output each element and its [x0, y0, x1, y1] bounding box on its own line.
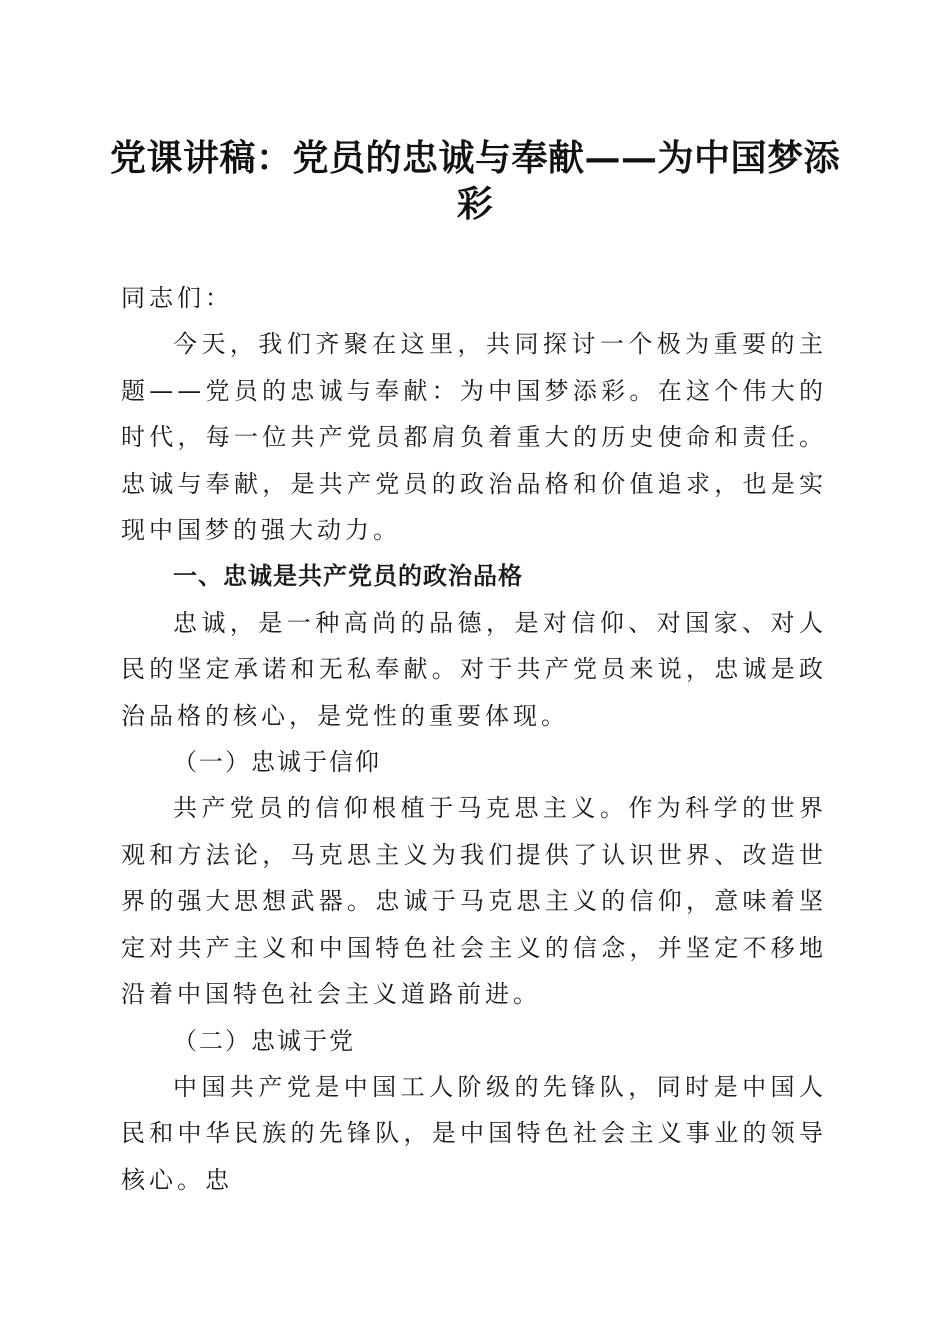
section-heading-1: 一、忠诚是共产党员的政治品格	[173, 562, 523, 591]
document-title: 党课讲稿：党员的忠诚与奉献——为中国梦添彩	[110, 137, 841, 225]
subsection-2-paragraph: 中国共产党是中国工人阶级的先锋队，同时是中国人民和中华民族的先锋队，是中国特色社会主义事业的领导核心。忠	[121, 1072, 827, 1194]
section-1-intro-paragraph: 忠诚，是一种高尚的品德，是对信仰、对国家、对人民的坚定承诺和无私奉献。对于共产党员来说，忠诚是政治品格的核心，是党性的重要体现。	[121, 608, 827, 730]
subsection-heading-2: （二）忠诚于党	[173, 1026, 355, 1055]
subsection-1-paragraph: 共产党员的信仰根植于马克思主义。作为科学的世界观和方法论，马克思主义为我们提供了认识世界、改造世界的强大思想武器。忠诚于马克思主义的信仰，意味着坚定对共产主义和中国特色社会主义的信念，并坚定不移地沿着中国特色社会主义道路前进。	[121, 794, 827, 1009]
opening-paragraph: 今天，我们齐聚在这里，共同探讨一个极为重要的主题——党员的忠诚与奉献：为中国梦添彩。在这个伟大的时代，每一位共产党员都肩负着重大的历史使命和责任。忠诚与奉献，是共产党员的政治品格和价值追求，也是实现中国梦的强大动力。	[121, 330, 827, 545]
subsection-heading-1: （一）忠诚于信仰	[173, 748, 381, 777]
salutation: 同志们：	[121, 284, 233, 312]
document-body	[121, 275, 827, 1203]
